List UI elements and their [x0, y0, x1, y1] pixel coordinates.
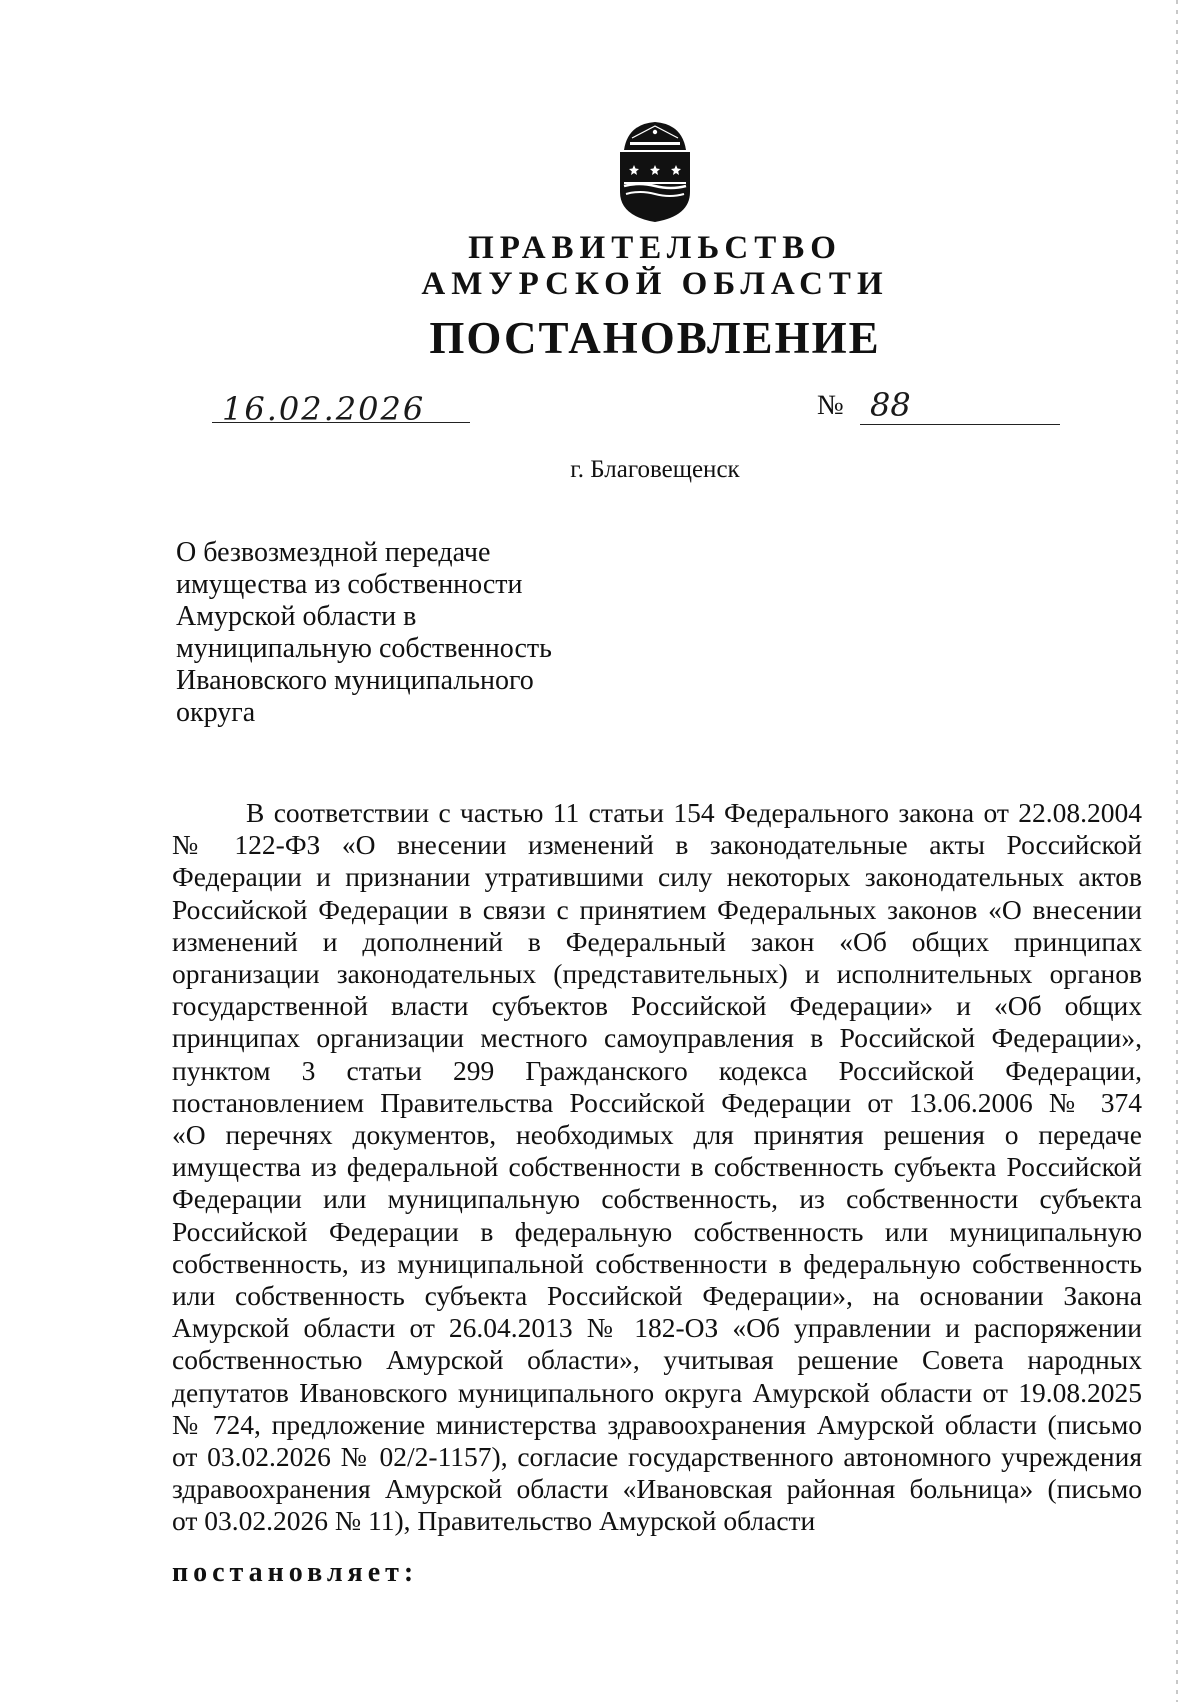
- body-line: государственной власти субъектов Российской Федерации» и «Об общих: [172, 990, 1142, 1022]
- body-line: постановлением Правительства Российской Федерации от 13.06.2006 № 374: [172, 1086, 1142, 1118]
- subject-line: округа: [176, 697, 256, 728]
- body-line: депутатов Ивановского муниципального округа Амурской области от 19.08.2025: [172, 1376, 1142, 1408]
- body-line: Российской Федерации в связи с принятием Федеральных законов «О внесении: [172, 893, 1142, 925]
- body-line: № 122-ФЗ «О внесении изменений в законодательные акты Российской: [172, 829, 1142, 861]
- body-line: или собственность субъекта Российской Федерации», на основании Закона: [172, 1280, 1142, 1312]
- subject-line: О безвозмездной передаче: [176, 537, 491, 568]
- body-line: принципах организации местного самоуправления в Российской Федерации»,: [172, 1022, 1142, 1054]
- subject-line: имущества из собственности: [176, 569, 523, 600]
- document-type-title: ПОСТАНОВЛЕНИЕ: [429, 313, 881, 363]
- body-line: от 03.02.2026 № 11), Правительство Амурской области: [172, 1505, 816, 1537]
- body-line: изменений и дополнений в Федеральный закон «Об общих принципах: [172, 925, 1142, 957]
- body-paragraph: [172, 797, 1142, 1538]
- body-line: Амурской области от 26.04.2013 № 182-ОЗ «Об управлении и распоряжении: [172, 1312, 1142, 1344]
- handwritten-date: 16.02.2026: [222, 390, 426, 428]
- body-line: пунктом 3 статьи 299 Гражданского кодекса Российской Федерации,: [172, 1054, 1142, 1086]
- body-line: здравоохранения Амурской области «Ивановская районная больница» (письмо: [172, 1473, 1142, 1505]
- body-line: собственностью Амурской области», учитывая решение Совета народных: [172, 1344, 1142, 1376]
- body-line: собственность, из муниципальной собственности в федеральную собственность: [172, 1247, 1142, 1279]
- handwritten-number: 88: [870, 386, 911, 424]
- body-line: № 724, предложение министерства здравоохранения Амурской области (письмо: [172, 1408, 1142, 1440]
- body-line: В соответствии с частью 11 статьи 154 Федерального закона от 22.08.2004: [246, 797, 1142, 828]
- number-label: №: [817, 390, 844, 421]
- body-line: от 03.02.2026 № 02/2-1157), согласие государственного автономного учреждения: [172, 1441, 1142, 1473]
- body-line: имущества из федеральной собственности в собственность субъекта Российской: [172, 1151, 1142, 1183]
- body-line: Федерации или муниципальную собственность, из собственности субъекта: [172, 1183, 1142, 1215]
- organization-name-line1: ПРАВИТЕЛЬСТВО: [468, 230, 842, 266]
- coat-of-arms-emblem: [614, 120, 696, 224]
- body-line: организации законодательных (представительных) и исполнительных органов: [172, 958, 1142, 990]
- resolution-verb: постановляет:: [172, 1557, 419, 1588]
- body-line: «О перечнях документов, необходимых для принятия решения о передаче: [172, 1119, 1142, 1151]
- subject-line: Ивановского муниципального: [176, 665, 534, 696]
- subject-line: Амурской области в: [176, 601, 417, 632]
- subject-block: [176, 537, 596, 729]
- body-line: Федерации и признании утратившими силу некоторых законодательных актов: [172, 861, 1142, 893]
- body-line: Российской Федерации в федеральную собственность или муниципальную: [172, 1215, 1142, 1247]
- city-line: г. Благовещенск: [570, 456, 740, 483]
- subject-line: муниципальную собственность: [176, 633, 552, 664]
- organization-name-line2: АМУРСКОЙ ОБЛАСТИ: [421, 266, 889, 302]
